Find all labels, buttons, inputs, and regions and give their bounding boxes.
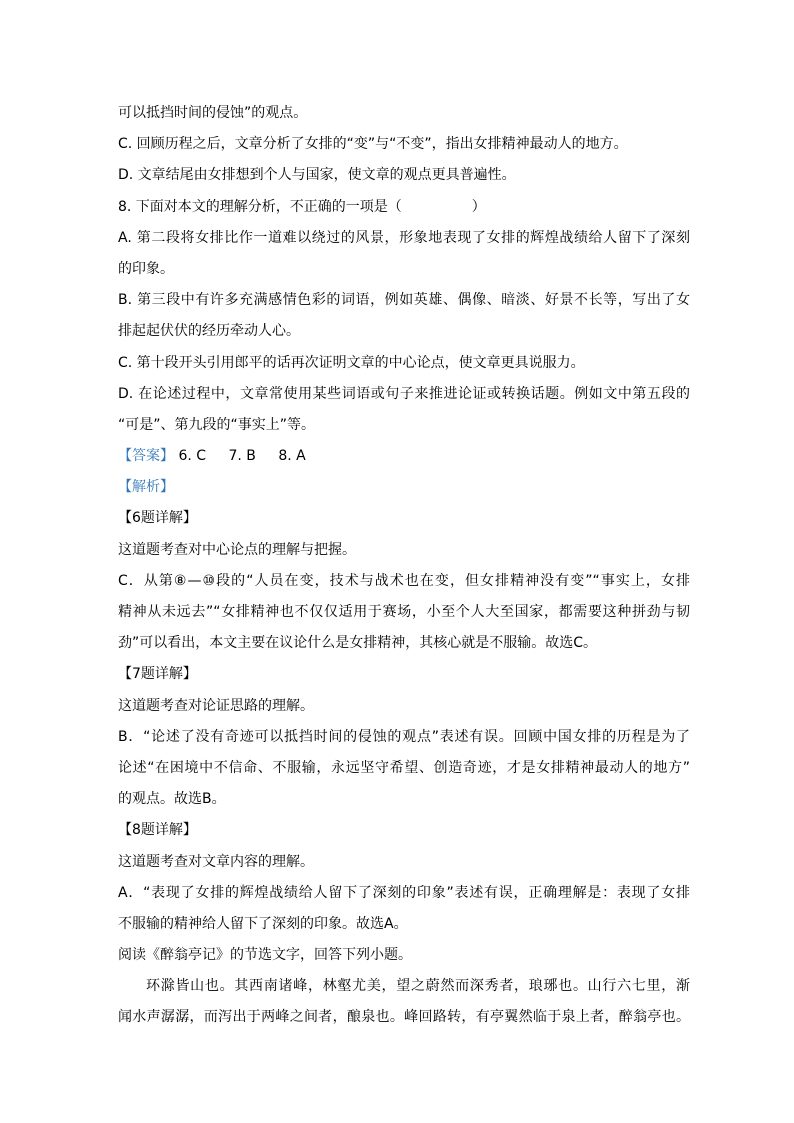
q8-option-c: C. 第十段开头引用郎平的话再次证明文章的中心论点，使文章更具说服力。 (118, 354, 585, 371)
text-line: 不服输的精神给人留下了深刻的印象。故选A。 (118, 915, 408, 932)
passage-line: 环滁皆山也。其西南诸峰，林壑尤美，望之蔚然而深秀者，琅琊也。山行六七里，渐 (146, 978, 690, 995)
text-line: 这道题考查对论证思路的理解。 (118, 697, 314, 714)
text-line: 劲”可以看出，本文主要在议论什么是女排精神，其核心就是不服输。故选C。 (118, 635, 598, 652)
text-line: C．从第⑧—⑩段的“人员在变，技术与战术也在变，但女排精神没有变”“事实上，女排 (118, 572, 690, 589)
text-line: B．“论述了没有奇迹可以抵挡时间的侵蚀的观点”表述有误。回顾中国女排的历程是为了 (118, 728, 690, 745)
text-line: “可是”、第九段的“事实上”等。 (118, 416, 316, 433)
q8-option-b: B. 第三段中有许多充满感情色彩的词语，例如英雄、偶像、暗淡、好景不长等，写出了女 (118, 292, 690, 309)
text-line: 排起起伏伏的经历牵动人心。 (118, 323, 300, 340)
q8-option-a: A. 第二段将女排比作一道难以绕过的风景，形象地表现了女排的辉煌战绩给人留下了深刻 (118, 229, 690, 246)
text-line: 论述“在困境中不信命、不服输，永远坚守希望、创造奇迹，才是女排精神最动人的地方” (118, 759, 690, 776)
answer-item: 6. C (178, 448, 207, 465)
option-c: C. 回顾历程之后，文章分析了女排的“变”与“不变”，指出女排精神最动人的地方。 (118, 136, 628, 153)
text-line: 这道题考查对中心论点的理解与把握。 (118, 541, 356, 558)
option-d: D. 文章结尾由女排想到个人与国家，使文章的观点更具普遍性。 (118, 167, 516, 184)
detail-8-heading: 【8题详解】 (118, 822, 197, 839)
answer-item: 8. A (278, 448, 306, 465)
answer-line (118, 445, 690, 476)
document-page (118, 102, 690, 1038)
text-line: A．“表现了女排的辉煌战绩给人留下了深刻的印象”表述有误，正确理解是：表现了女排 (118, 884, 690, 901)
text-line: 可以抵挡时间的侵蚀”的观点。 (118, 105, 308, 121)
detail-7-heading: 【7题详解】 (118, 666, 197, 683)
question-8: 8. 下面对本文的理解分析，不正确的一项是（ ） (118, 198, 486, 215)
text-line: 的印象。 (118, 260, 174, 277)
answer-label: 【答案】 (118, 448, 174, 465)
text-line: 这道题考查对文章内容的理解。 (118, 853, 314, 870)
detail-6-heading: 【6题详解】 (118, 510, 197, 527)
analysis-label: 【解析】 (118, 479, 174, 496)
text-line: 的观点。故选B。 (118, 791, 226, 808)
text-line: 精神从未远去”“女排精神也不仅仅适用于赛场，小至个人大至国家，都需要这种拼劲与韧 (118, 604, 690, 620)
answer-item: 7. B (228, 448, 256, 465)
reading-prompt: 阅读《醉翁亭记》的节选文字，回答下列小题。 (118, 947, 412, 964)
q8-option-d: D. 在论述过程中，文章常使用某些词语或句子来推进论证或转换话题。例如文中第五段的 (118, 385, 690, 402)
passage-line: 闻水声潺潺，而泻出于两峰之间者，酿泉也。峰回路转，有亭翼然临于泉上者，醉翁亭也。 (118, 1009, 690, 1026)
